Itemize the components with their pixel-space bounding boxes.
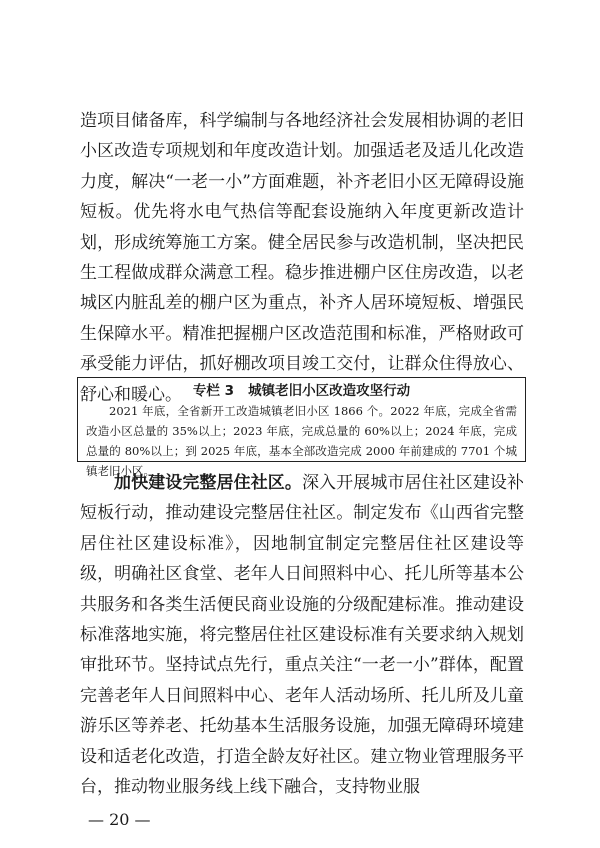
paragraph-lead-heading: 加快建设完整居住社区。 xyxy=(114,473,302,493)
body-paragraph: 造项目储备库，科学编制与各地经济社会发展相协调的老旧小区改造专项规划和年度改造计划。加强适老及适儿化改造力度，解决“一老一小”方面难题，补齐老旧小区无障碍设施短板。优先将水电气热信等配套设施纳入年度更新改造计划，形成统筹施工方案。健全居民参与改造机制，坚决把民生工程做成群众满意工程。稳步推进棚户区住房改造，以老城区内脏乱差的棚户区为重点，补齐人居环境短板、增强民生保障水平。精准把握棚户区改造范围和标准，严格财政可承受能力评估，抓好棚改项目竣工交付，让群众住得放心、舒心和暖心。 xyxy=(80,111,524,405)
special-column-body: 2021 年底，全省新开工改造城镇老旧小区 1866 个。2022 年底，完成全省需改造小区总量的 35%以上；2023 年底，完成总量的 60%以上；2024 年底，完成总量的 80%以上；到 2025 年底，基本全部改造完成 2000 年前建成的 7701 个城镇老旧小区。 xyxy=(86,404,517,478)
special-column-title xyxy=(86,382,517,401)
special-column-heading: 城镇老旧小区改造攻坚行动 xyxy=(248,383,411,399)
special-column-box xyxy=(77,377,526,478)
page-number: — 20 — xyxy=(88,810,151,829)
body-paragraph-2 xyxy=(80,468,524,802)
special-column-label: 专栏 3 xyxy=(192,383,234,399)
paragraph-text: 深入开展城市居住社区建设补短板行动，推动建设完整居住社区。制定发布《山西省完整居住社区建设标准》，因地制宜制定完整居住社区建设等级，明确社区食堂、老年人日间照料中心、托儿所等基本公共服务和各类生活便民商业设施的分级配建标准。推动建设标准落地实施，将完整居住社区建设标准有关要求纳入规划审批环节。坚持试点先行，重点关注“一老一小”群体，配置完善老年人日间照料中心、老年人活动场所、托儿所及儿童游乐区等养老、托幼基本生活服务设施，加强无障碍环境建设和适老化改造，打造全龄友好社区。建立物业管理服务平台，推动物业服务线上线下融合，支持物业服 xyxy=(80,473,525,798)
